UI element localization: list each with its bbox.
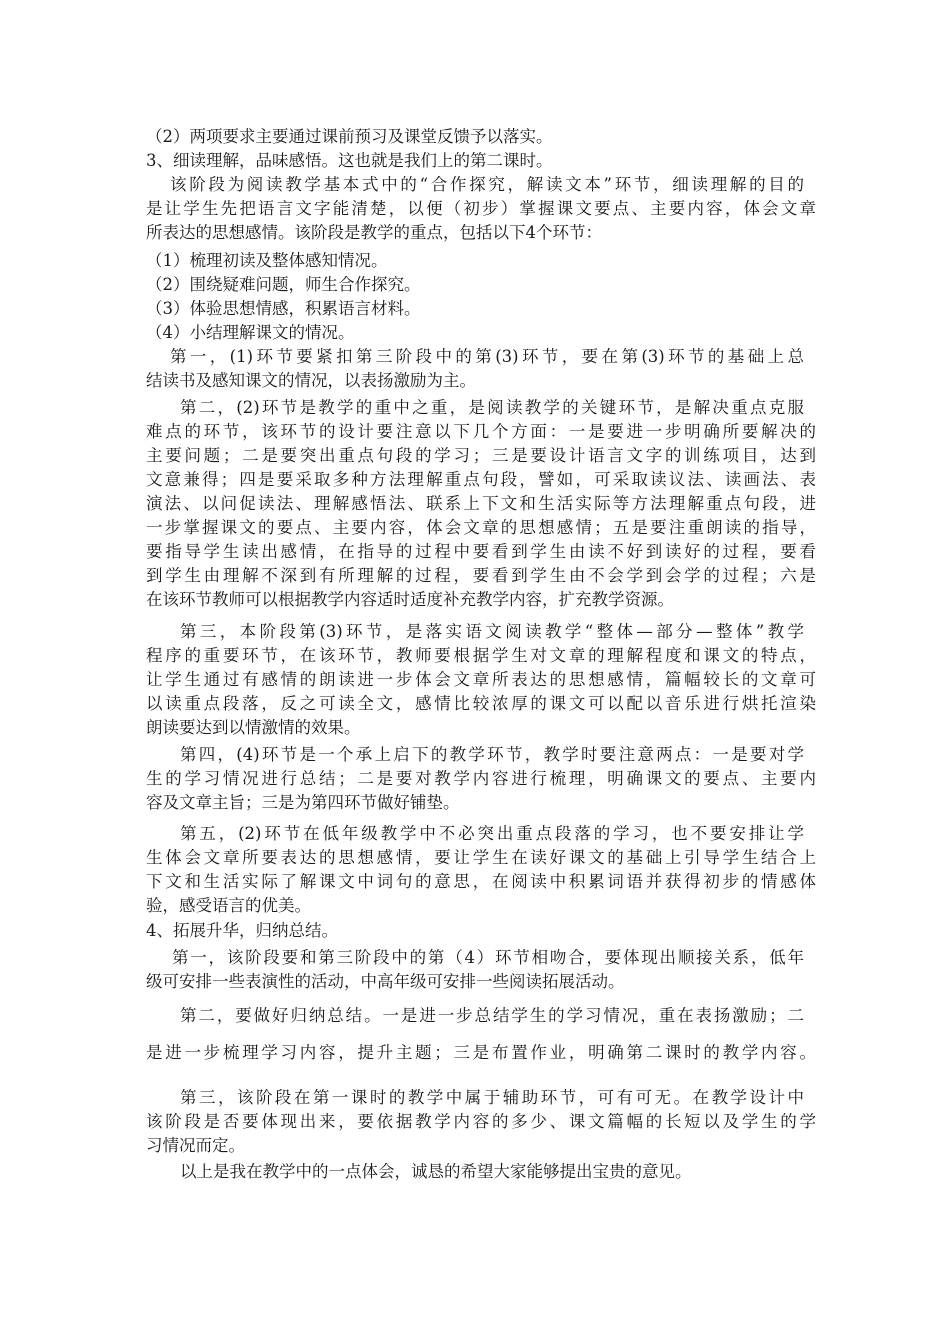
text-line: 以上是我在教学中的一点体会，诚恳的希望大家能够提出宝贵的意见。 <box>180 1162 692 1181</box>
text-line: 第二，(2)环节是教学的重中之重，是阅读教学的关键环节，是解决重点克服 <box>180 398 804 417</box>
text-line: 第二，要做好归纳总结。一是进一步总结学生的学习情况，重在表扬激励；二 <box>180 1006 804 1025</box>
text-line: 文意兼得；四是要采取多种方法理解重点句段，譬如，可采取读议法、读画法、表 <box>146 470 816 489</box>
text-line: 第三，本阶段第(3)环节，是落实语文阅读教学“整体—部分—整体”教学 <box>180 622 804 641</box>
section-heading: 3、细读理解，品味感悟。这也就是我们上的第二课时。 <box>146 151 553 170</box>
text-line: 在该环节教师可以根据教学内容适时适度补充教学内容，扩充教学资源。 <box>146 590 674 609</box>
list-item: （1）梳理初读及整体感知情况。 <box>146 251 388 270</box>
text-line: 该阶段为阅读教学基本式中的“合作探究，解读文本”环节，细读理解的目的 <box>170 175 804 194</box>
text-line: 第三，该阶段在第一课时的教学中属于辅助环节，可有可无。在教学设计中 <box>180 1088 804 1107</box>
text-line: 生的学习情况进行总结；二是要对教学内容进行梳理，明确课文的要点、主要内 <box>146 769 816 788</box>
text-line: 朗读要达到以情激情的效果。 <box>146 718 361 737</box>
text-line: 验，感受语言的优美。 <box>146 896 311 915</box>
text-line: 容及文章主旨；三是为第四环节做好铺垫。 <box>146 793 460 812</box>
text-line: 所表达的思想感情。该阶段是教学的重点，包括以下4个环节： <box>146 223 602 242</box>
text-line: 第四，(4)环节是一个承上启下的教学环节，教学时要注意两点：一是要对学 <box>180 745 804 764</box>
text-line: 要指导学生读出感情，在指导的过程中要看到学生由读不好到读好的过程，要看 <box>146 542 816 561</box>
list-item: （2）围绕疑难问题，师生合作探究。 <box>146 275 421 294</box>
text-line: 级可安排一些表演性的活动，中高年级可安排一些阅读拓展活动。 <box>146 972 625 991</box>
list-item: （4）小结理解课文的情况。 <box>146 323 355 342</box>
text-line: 是让学生先把语言文字能清楚，以便（初步）掌握课文要点、主要内容，体会文章 <box>146 199 816 218</box>
text-line: 第一，该阶段要和第三阶段中的第（4）环节相吻合，要体现出顺接关系，低年 <box>172 948 804 967</box>
text-line: 是进一步梳理学习内容，提升主题；三是布置作业，明确第二课时的教学内容。 <box>146 1043 816 1062</box>
text-line: 一步掌握课文的要点、主要内容，体会文章的思想感情；五是要注重朗读的指导， <box>146 518 816 537</box>
text-line: 演法、以问促读法、理解感悟法、联系上下文和生活实际等方法理解重点句段，进 <box>146 494 816 513</box>
list-item: （3）体验思想情感，积累语言材料。 <box>146 299 421 318</box>
text-line: 生体会文章所要表达的思想感情，要让学生在读好课文的基础上引导学生结合上 <box>146 848 816 867</box>
text-line: 第一，(1)环节要紧扣第三阶段中的第(3)环节，要在第(3)环节的基础上总 <box>170 347 804 366</box>
text-line: 下文和生活实际了解课文中词句的意思，在阅读中积累词语并获得初步的情感体 <box>146 872 816 891</box>
text-line: 主要问题；二是要突出重点句段的学习；三是要设计语言文字的训练项目，达到 <box>146 446 816 465</box>
text-line: 结读书及感知课文的情况，以表扬激励为主。 <box>146 371 476 390</box>
text-line: 该阶段是否要体现出来，要依据教学内容的多少、课文篇幅的长短以及学生的学 <box>146 1112 816 1131</box>
text-line: 让学生通过有感情的朗读进一步体会文章所表达的思想感情，篇幅较长的文章可 <box>146 670 816 689</box>
text-line: 第五，(2)环节在低年级教学中不必突出重点段落的学习，也不要安排让学 <box>180 824 804 843</box>
text-line: （2）两项要求主要通过课前预习及课堂反馈予以落实。 <box>146 127 553 146</box>
section-heading: 4、拓展升华，归纳总结。 <box>146 921 338 940</box>
text-line: 到学生由理解不深到有所理解的过程，要看到学生由不会学到会学的过程；六是 <box>146 566 816 585</box>
text-line: 难点的环节，该环节的设计要注意以下几个方面：一是要进一步明确所要解决的 <box>146 422 816 441</box>
text-line: 程序的重要环节，在该环节，教师要根据学生对文章的理解程度和课文的特点， <box>146 646 816 665</box>
text-line: 习情况而定。 <box>146 1136 245 1155</box>
text-line: 以读重点段落，反之可读全文，感情比较浓厚的课文可以配以音乐进行烘托渲染 <box>146 694 816 713</box>
